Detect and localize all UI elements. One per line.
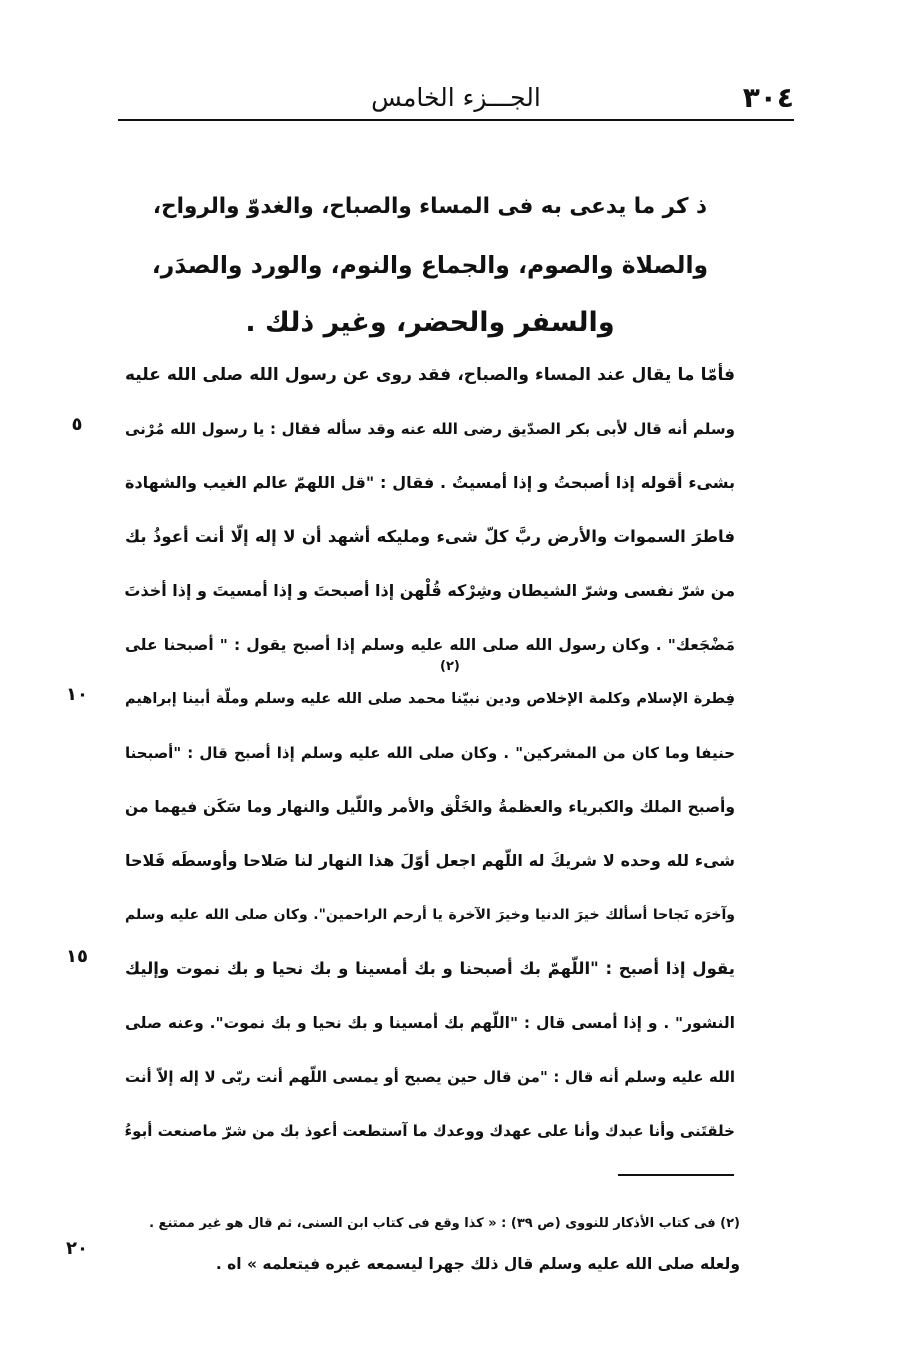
page-number: ٣٠٤ bbox=[742, 81, 794, 114]
footnote-line: (٢) فى كتاب الأذكار للنووى (ص ٣٩) : « كذا وقع فى كتاب ابن السنى، ثم قال هو غير ممتنع . bbox=[149, 1216, 740, 1231]
text-line: وآخرَه نَجاحا أسألك خيرَ الدنيا وخيرَ الآخرة يا أرحم الراحمين". وكان صلى الله عليه وسلم bbox=[125, 907, 735, 923]
running-header bbox=[118, 78, 794, 114]
text-line: من شرّ نفسى وشرّ الشيطان وشِرْكه قُلْهن إذا أصبحتَ و إذا أمسيتَ و إذا أخذتَ bbox=[124, 581, 735, 600]
text-line: فأمّا ما يقال عند المساء والصباح، فقد روى عن رسول الله صلى الله عليه bbox=[125, 365, 735, 385]
text-line: الله عليه وسلم أنه قال : "من قال حين يصبح أو يمسى اللّهم أنت ربّى لا إله إلاّ أنت bbox=[125, 1068, 735, 1086]
footnote-line: ولعله صلى الله عليه وسلم قال ذلك جهرا ليسمعه غيره فيتعلمه » اه . bbox=[215, 1255, 740, 1273]
heading-line: والصلاة والصوم، والجماع والنوم، والورد والصدَر، bbox=[151, 251, 709, 279]
part-title: الجـــزء الخامس bbox=[371, 83, 541, 112]
text-line: يقول إذا أصبح : "اللّهمّ بك أصبحنا و بك أمسينا و بك نحيا و بك نموت وإليك bbox=[125, 959, 735, 978]
heading-line: والسفر والحضر، وغير ذلك . bbox=[245, 307, 615, 338]
text-line: فاطرَ السموات والأرض ربَّ كلّ شىء ومليكه أشهد أن لا إله إلّا أنت أعوذُ بك bbox=[125, 527, 735, 546]
text-line: بشىء أقوله إذا أصبحتُ و إذا أمسيتُ . فقال : "قل اللهمّ عالم الغيب والشهادة bbox=[125, 473, 735, 492]
footnote-marker: (٢) bbox=[440, 659, 460, 674]
text-line: خلقتَنى وأنا عبدك وأنا على عهدك ووعدك ما آستطعت أعوذ بك من شرّ ماصنعت أبوءُ bbox=[124, 1122, 735, 1140]
text-line: وأصبح الملك والكبرياء والعظمةُ والخَلْق والأمر واللّيل والنهار وما سَكَن فيهما من bbox=[125, 798, 735, 816]
text-line: شىء لله وحده لا شريكَ له اللّهم اجعل أوّلَ هذا النهار لنا صَلاحا وأوسطَه فَلاحا bbox=[125, 851, 735, 870]
line-number-20: ٢٠ bbox=[66, 1238, 88, 1259]
heading-line: ذ كر ما يدعى به فى المساء والصباح، والغدوّ والرواح، bbox=[152, 194, 708, 219]
line-number-5: ٥ bbox=[71, 414, 83, 435]
section-heading bbox=[150, 178, 710, 352]
text-line: النشور" . و إذا أمسى قال : "اللّهم بك أمسينا و بك نحيا و بك نموت". وعنه صلى bbox=[125, 1014, 735, 1032]
text-line: مَضْجَعك" . وكان رسول الله صلى الله عليه وسلم إذا أصبح يقول : " أصبحنا على bbox=[125, 636, 735, 654]
line-number-15: ١٥ bbox=[66, 946, 88, 967]
body-text bbox=[125, 348, 735, 1158]
text-line: حنيفا وما كان من المشركين" . وكان صلى الله عليه وسلم إذا أصبح قال : "أصبحنا bbox=[125, 744, 735, 762]
text-line: فِطرة الإسلام وكلمة الإخلاص ودين نبيّنا محمد صلى الله عليه وسلم وملّة أبينا إبراهيم bbox=[125, 691, 735, 707]
header-rule bbox=[118, 119, 794, 121]
footnote-rule bbox=[618, 1174, 734, 1176]
line-number-10: ١٠ bbox=[66, 684, 88, 705]
text-line: وسلم أنه قال لأبى بكر الصدّيق رضى الله عنه وقد سأله فقال : يا رسول الله مُرْنى bbox=[125, 420, 735, 438]
footnotes bbox=[130, 1204, 740, 1284]
